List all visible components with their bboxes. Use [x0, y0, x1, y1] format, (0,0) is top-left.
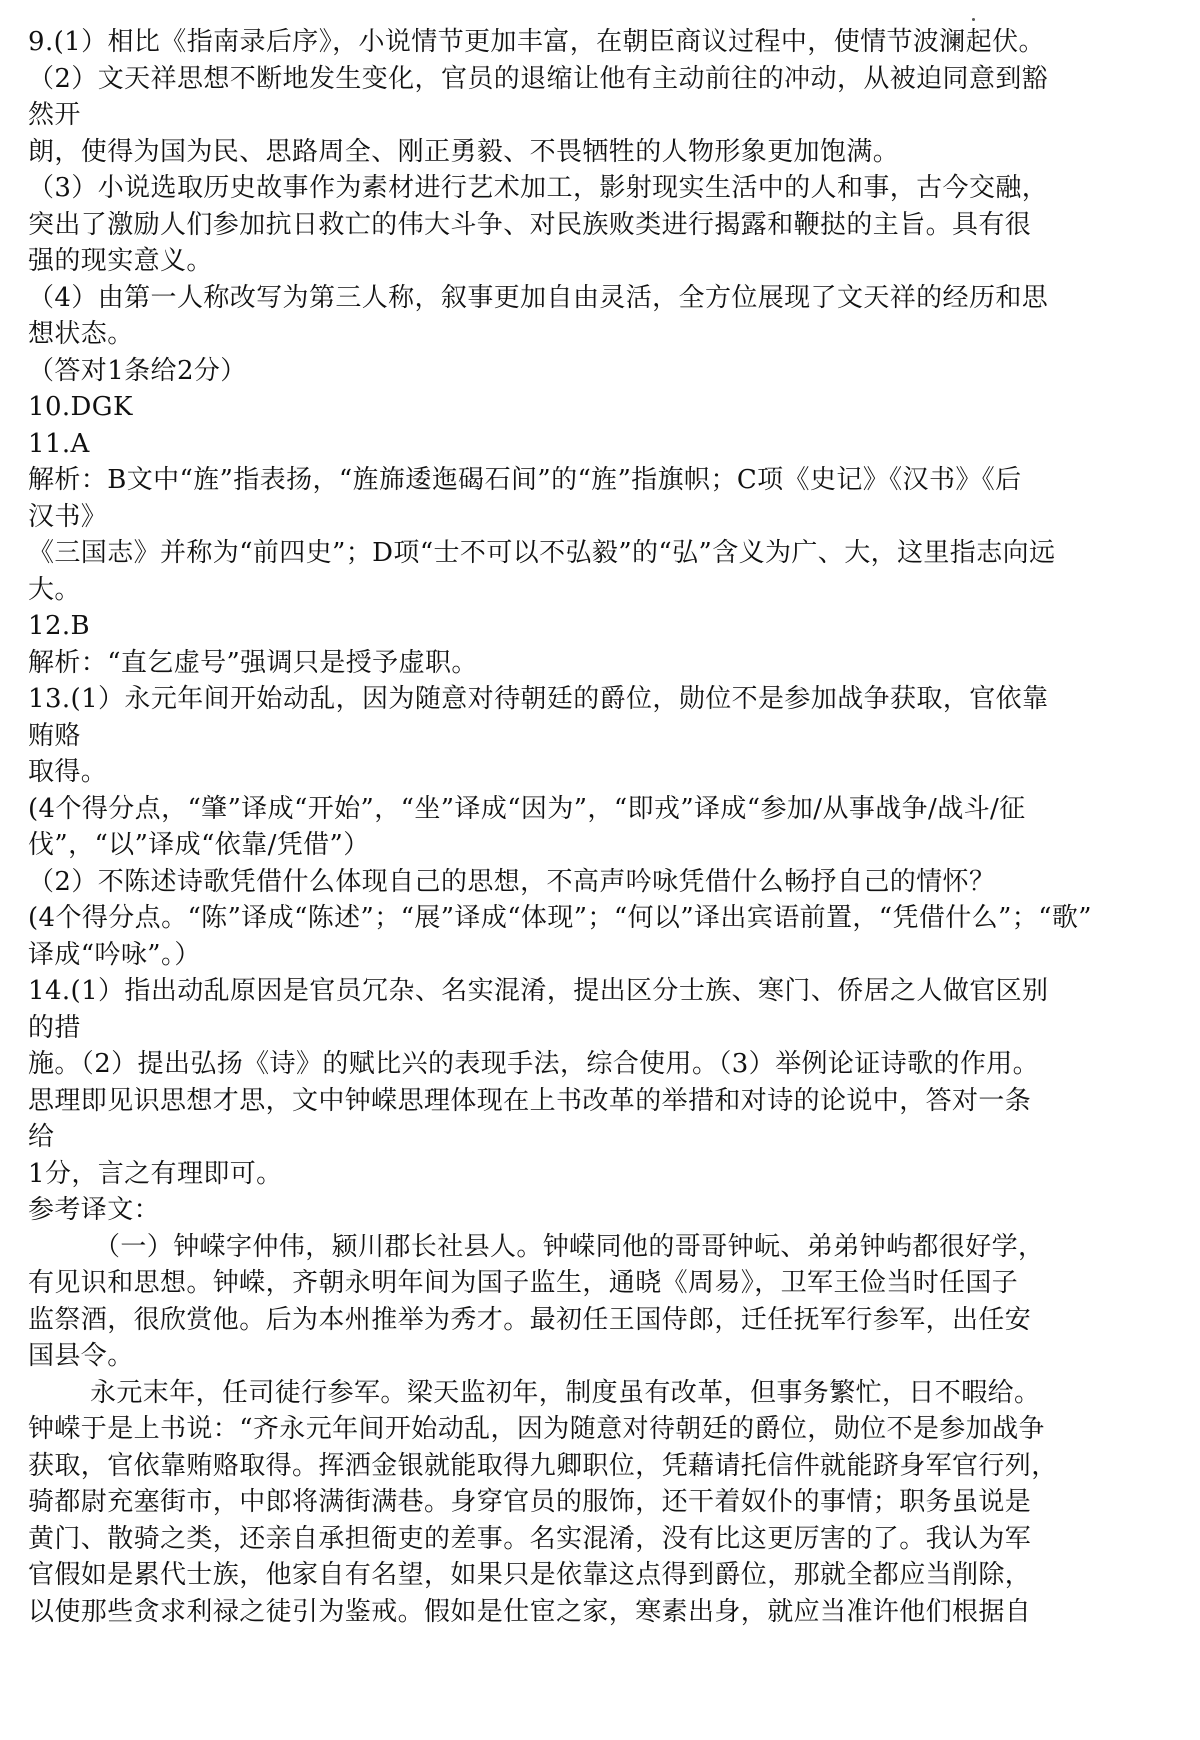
translation-heading: 参考译文： — [28, 1195, 161, 1225]
answer-document — [28, 24, 1188, 1630]
answer-9-2: （2）文天祥思想不断地发生变化，官员的退缩让他有主动前往的冲动，从被迫同意到豁 — [28, 63, 1049, 94]
text-line: 有见识和思想。钟嵘，齐朝永明年间为国子监生，通晓《周易》，卫军王俭当时任国子 — [28, 1268, 1019, 1298]
text-line: 监祭酒，很欣赏他。后为本州推举为秀才。最初任王国侍郎，迁任抚军行参军，出任安 — [28, 1304, 1032, 1335]
text-line: 获取，官依靠贿赂取得。挥洒金银就能取得九卿职位，凭藉请托信件就能跻身军官行列， — [28, 1450, 1058, 1481]
text-line: 强的现实意义。 — [28, 246, 213, 276]
text-line: 突出了激励人们参加抗日救亡的伟大斗争、对民族败类进行揭露和鞭挞的主旨。具有很 — [28, 209, 1032, 240]
translation-paragraph-1: （一）钟嵘字仲伟，颍川郡长社县人。钟嵘同他的哥哥钟岏、弟弟钟屿都很好学， — [94, 1231, 1045, 1262]
text-line: 以使那些贪求利禄之徒引为鉴戒。假如是仕宦之家，寒素出身，就应当准许他们根据自 — [28, 1596, 1032, 1627]
text-line: 贿赂 — [28, 720, 81, 751]
scoring-note: （答对1条给2分） — [28, 355, 247, 386]
text-line: 取得。 — [28, 757, 108, 787]
answer-13-1: 13.(1）永元年间开始动乱，因为随意对待朝廷的爵位，勋位不是参加战争获取，官依靠 — [28, 684, 1049, 714]
text-line: 大。 — [28, 574, 81, 605]
text-line: 思理即见识思想才思，文中钟嵘思理体现在上书改革的举措和对诗的论说中，答对一条 — [28, 1085, 1032, 1116]
answer-9-1: 9.(1）相比《指南录后序》，小说情节更加丰富，在朝臣商议过程中，使情节波澜起伏。 — [28, 27, 1045, 57]
scoring-note: (4个得分点。“陈”译成“陈述”；“展”译成“体现”；“何以”译出宾语前置，“凭借什么”；“歌” — [28, 903, 1092, 933]
text-line: 汉书》 — [28, 501, 108, 532]
analysis-12: 解析：“直乞虚号”强调只是授予虚职。 — [28, 647, 478, 678]
text-line: 给 — [28, 1122, 55, 1152]
answer-9-4: （4）由第一人称改写为第三人称，叙事更加自由灵活，全方位展现了文天祥的经历和思 — [28, 282, 1049, 313]
answer-13-2: （2）不陈述诗歌凭借什么体现自己的思想，不高声吟咏凭借什么畅抒自己的情怀？ — [28, 866, 996, 897]
answer-10: 10.DGK — [28, 392, 133, 422]
speck-mark — [972, 18, 975, 21]
scoring-note: (4个得分点，“肇”译成“开始”，“坐”译成“因为”，“即戎”译成“参加/从事战争/战斗/征 — [28, 793, 1026, 824]
text-line: 的措 — [28, 1012, 81, 1043]
answer-14: 14.(1）指出动乱原因是官员冗杂、名实混淆，提出区分士族、寒门、侨居之人做官区别 — [28, 976, 1049, 1006]
text-line: 《三国志》并称为“前四史”；D项“士不可以不弘毅”的“弘”含义为广、大，这里指志向远 — [28, 538, 1056, 568]
text-line: 译成“吟咏”。） — [28, 939, 201, 970]
text-line: 然开 — [28, 100, 81, 130]
text-line: 官假如是累代士族，他家自有名望，如果只是依靠这点得到爵位，那就全都应当削除， — [28, 1560, 1032, 1590]
text-line: 国县令。 — [28, 1341, 134, 1371]
text-line: 朗，使得为国为民、思路周全、刚正勇毅、不畏牺牲的人物形象更加饱满。 — [28, 136, 900, 167]
text-line: 伐”，“以”译成“依靠/凭借”） — [28, 830, 370, 860]
text-line: 想状态。 — [28, 319, 134, 349]
text-line: 黄门、散骑之类，还亲自承担衙吏的差事。名实混淆，没有比这更厉害的了。我认为军 — [28, 1523, 1032, 1554]
text-line: 1分，言之有理即可。 — [28, 1158, 283, 1189]
analysis-11: 解析：B文中“旌”指表扬，“旌旆逶迤碣石间”的“旌”指旗帜；C项《史记》《汉书》《后 — [28, 465, 1022, 495]
answer-11: 11.A — [28, 428, 90, 459]
text-line: 施。（2）提出弘扬《诗》的赋比兴的表现手法，综合使用。（3）举例论证诗歌的作用。 — [28, 1049, 1040, 1079]
answer-12: 12.B — [28, 611, 91, 641]
answer-9-3: （3）小说选取历史故事作为素材进行艺术加工，影射现实生活中的人和事，古今交融， — [28, 173, 1049, 203]
translation-paragraph-2: 永元末年，任司徒行参军。梁天监初年，制度虽有改革，但事务繁忙，日不暇给。 — [90, 1377, 1041, 1408]
text-line: 钟嵘于是上书说：“齐永元年间开始动乱，因为随意对待朝廷的爵位，勋位不是参加战争 — [28, 1414, 1045, 1444]
text-line: 骑都尉充塞街市，中郎将满街满巷。身穿官员的服饰，还干着奴仆的事情；职务虽说是 — [28, 1487, 1032, 1517]
